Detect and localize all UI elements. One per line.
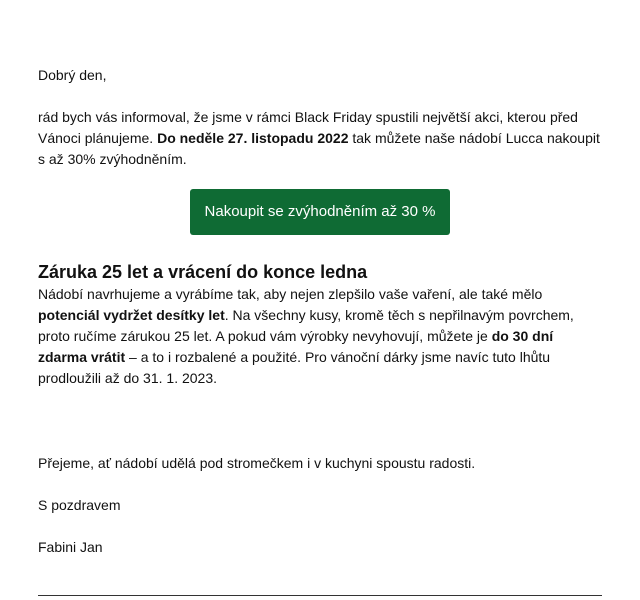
warranty-text-3: – a to i rozbalené a použité. Pro vánoční dárky jsme navíc tuto lhůtu prodloužili až do 31. 1. 2023. — [38, 349, 551, 386]
shop-discount-button[interactable]: Nakoupit se zvýhodněním až 30 % — [190, 189, 450, 235]
signature-name: Fabini Jan — [38, 539, 103, 555]
wish-text: Přejeme, ať nádobí udělá pod stromečkem i v kuchyni spoustu radosti. — [38, 455, 476, 471]
intro-text-1: rád bych vás informoval, že jsme v rámci Black Friday spustili největší akci, kterou před Vánoci plánujeme. — [38, 109, 578, 146]
regards-text: S pozdravem — [38, 497, 121, 513]
warranty-heading: Záruka 25 let a vrácení do konce ledna — [38, 262, 368, 282]
warranty-bold-2: do 30 dní zdarma vrátit — [38, 328, 554, 365]
warranty-text-2: . Na všechny kusy, kromě těch s nepřilnavým povrchem, proto ručíme zárukou 25 let. A pokud vám výrobky nevyhovují, můžete je — [38, 307, 574, 344]
warranty-paragraph — [38, 284, 604, 389]
intro-text-2: tak můžete naše nádobí Lucca nakoupit s až 30% zvýhodněním. — [38, 130, 600, 167]
warranty-text-1: Nádobí navrhujeme a vyrábíme tak, aby nejen zlepšilo vaše vaření, ale také mělo — [38, 286, 543, 302]
greeting: Dobrý den, — [38, 67, 107, 83]
cta-wrapper — [190, 189, 450, 235]
warranty-bold-1: potenciál vydržet desítky let — [38, 307, 225, 323]
intro-deadline: Do neděle 27. listopadu 2022 — [157, 130, 349, 146]
footer-divider — [38, 595, 602, 596]
intro-paragraph — [38, 107, 604, 170]
